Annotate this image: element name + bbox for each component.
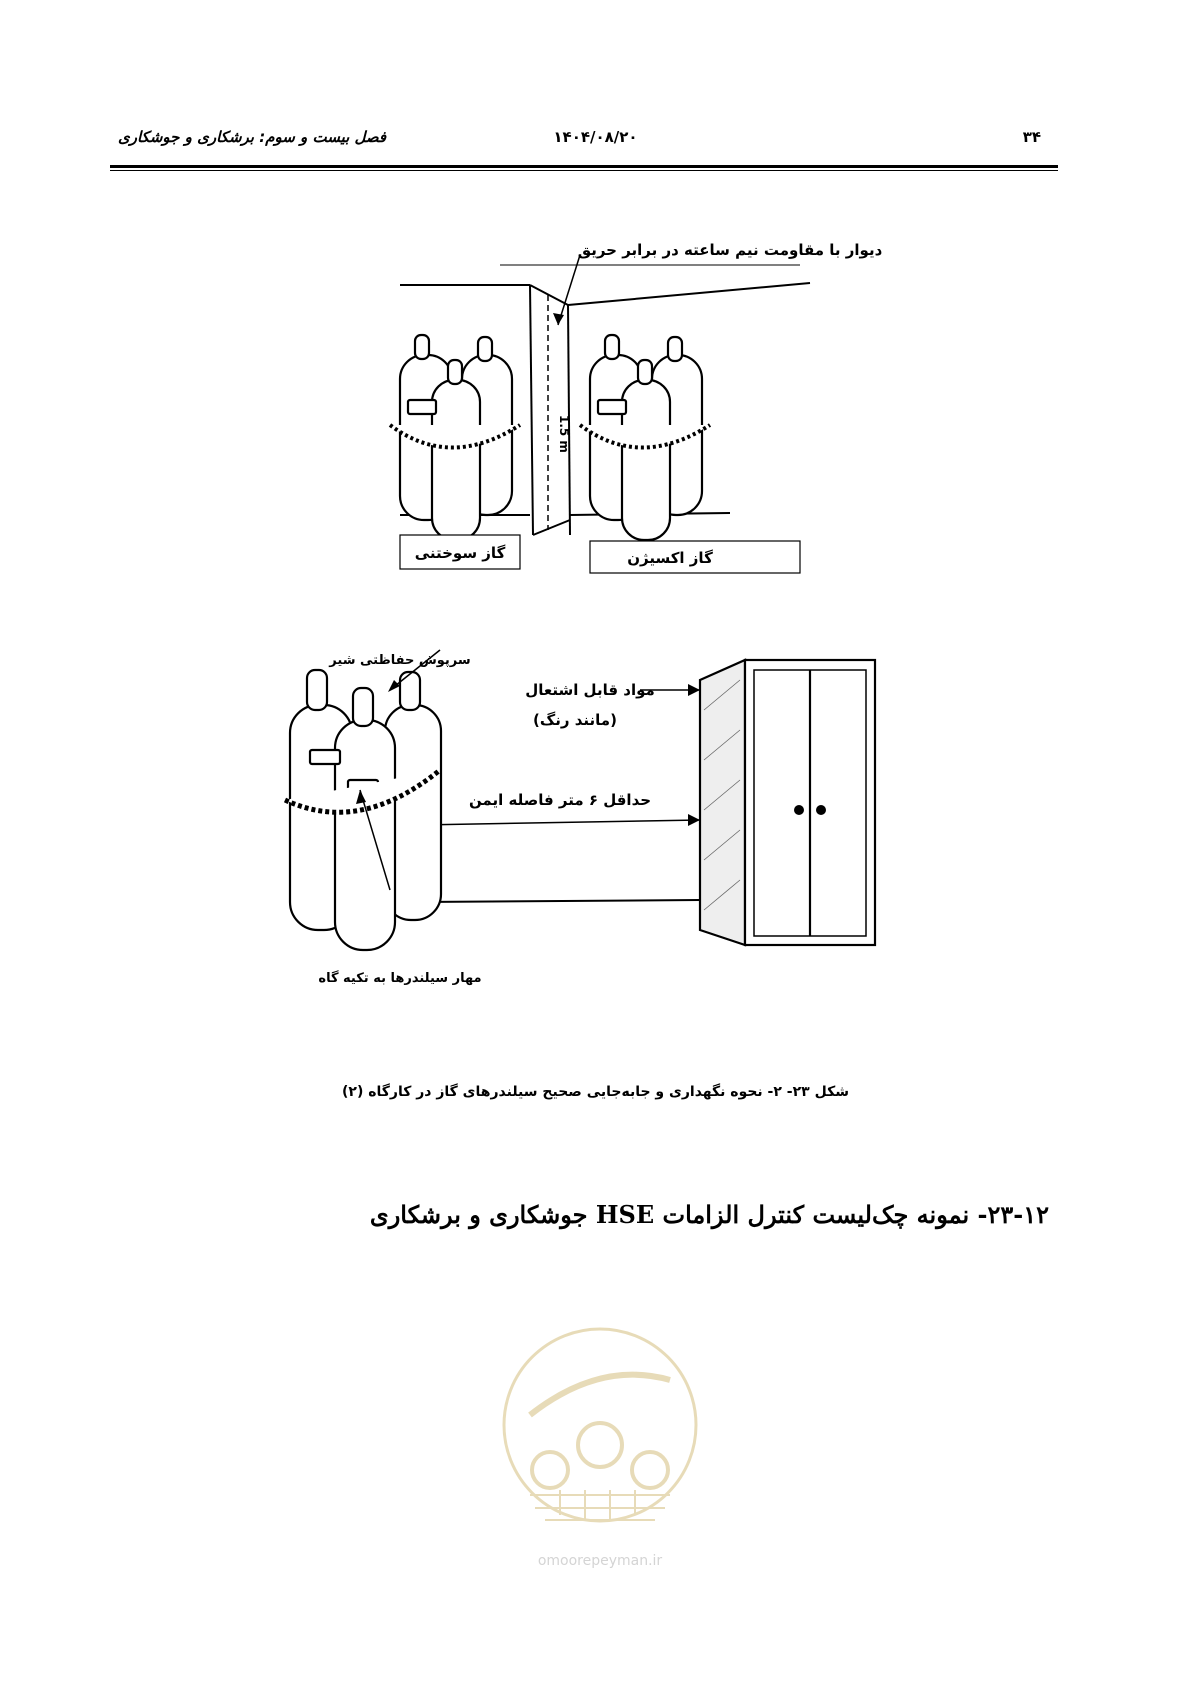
header-date: ۱۴۰۴/۰۸/۲۰: [553, 128, 638, 146]
valve-cap-label: سرپوش حفاظتی شیر: [329, 653, 471, 668]
chapter-title: فصل بیست و سوم: برشکاری و جوشکاری: [118, 128, 387, 146]
header-rule: [110, 165, 1058, 168]
page-number: ۳۴: [1022, 128, 1041, 146]
fuel-gas-label: گاز سوختنی: [414, 544, 506, 562]
flammable-label: مواد قابل اشتعال: [525, 681, 655, 699]
figure-caption: شکل ۲۳- ۲- نحوه نگهداری و جابه‌جایی صحیح سیلندرهای گاز در کارگاه (۲): [342, 1084, 849, 1100]
cylinder-safe-distance-figure: [290, 650, 880, 995]
height-label: 1.5 m: [557, 415, 571, 453]
watermark-logo: [490, 1320, 710, 1580]
flammable-example: (مانند رنگ): [533, 711, 617, 729]
header-rule-thin: [110, 170, 1058, 171]
distance-label: حداقل ۶ متر فاصله ایمن: [468, 791, 652, 809]
oxygen-label: گاز اکسیژن: [627, 549, 713, 567]
section-heading: ۲۳-۱۲- نمونه چک‌لیست کنترل الزامات HSE جوشکاری و برشکاری: [369, 1200, 1049, 1229]
wall-label: دیوار با مقاومت نیم ساعته در برابر حریق: [577, 241, 883, 259]
watermark-text: omoorepeyman.ir: [537, 1553, 663, 1569]
cylinder-storage-wall-figure: [390, 225, 883, 585]
chain-label: مهار سیلندرها به تکیه گاه: [318, 971, 482, 986]
